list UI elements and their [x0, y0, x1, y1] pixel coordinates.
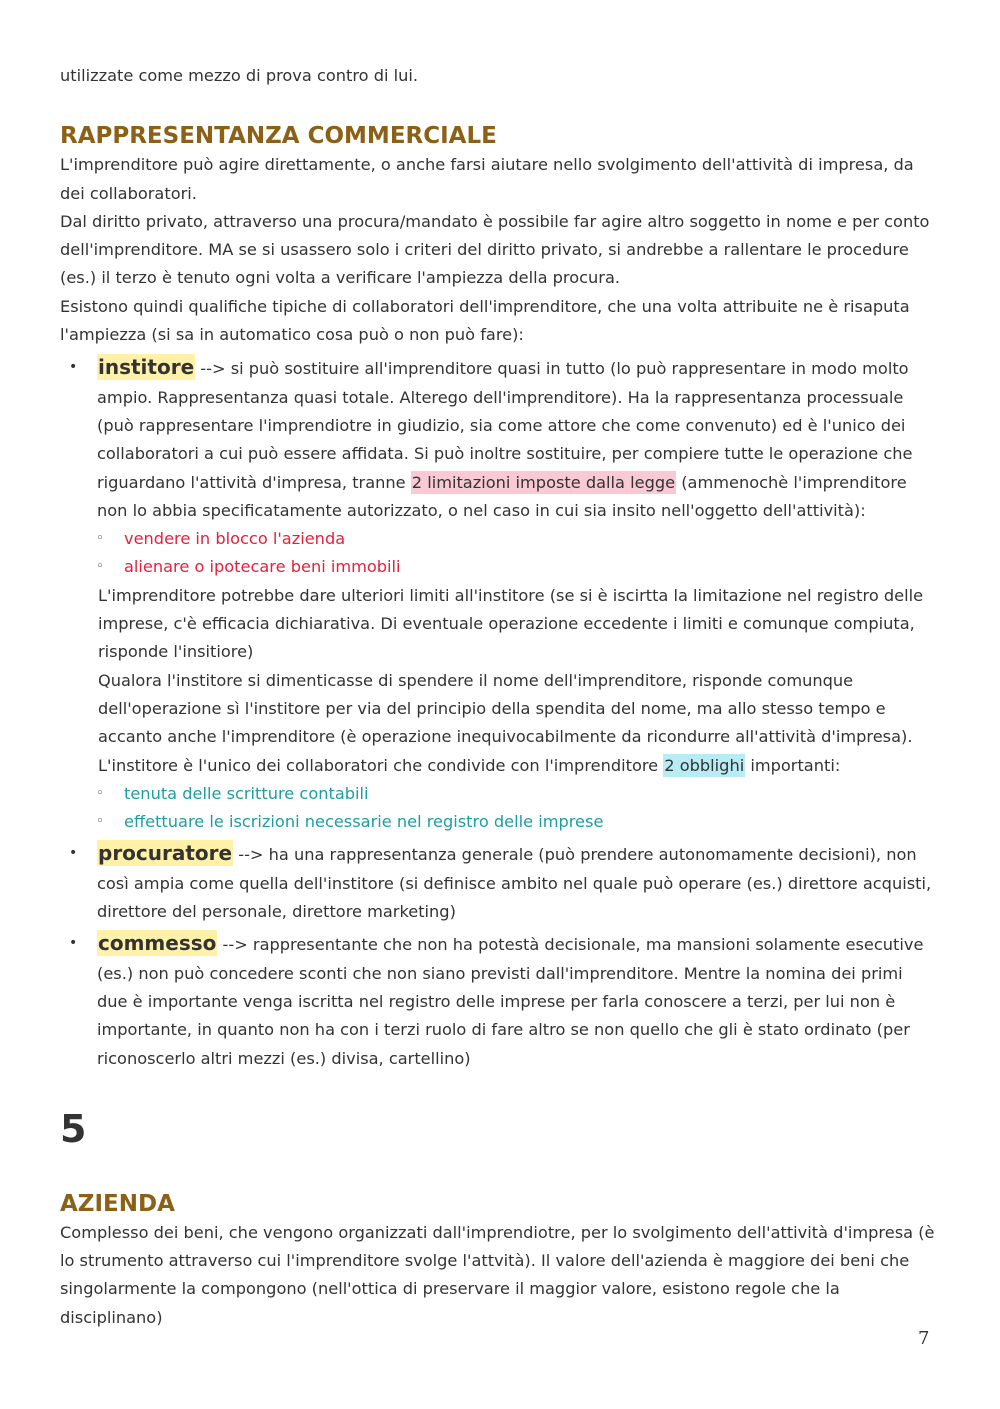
obblighi-text-part2: importanti: — [745, 755, 841, 775]
paragraph-ulteriori-limiti: L'imprenditore potrebbe dare ulteriori limiti all'institore (se si è iscirtta la limitazione nel registro delle imprese, c'è efficacia dichiarativa. Di eventuale operazione eccedente i limiti e comunque compiuta, risponde l'insitiore) — [98, 585, 924, 662]
hollow-bullet-icon: ◦ — [96, 814, 104, 830]
obligation-text: effettuare le iscrizioni necessarie nel registro delle imprese — [124, 812, 604, 832]
highlight-obblighi: 2 obblighi — [664, 755, 745, 775]
hollow-bullet-icon: ◦ — [96, 785, 104, 801]
bullet-icon: • — [69, 845, 78, 862]
document-page — [60, 62, 935, 1332]
limitation-text: alienare o ipotecare beni immobili — [124, 557, 401, 577]
list-item-procuratore — [69, 839, 935, 926]
term-procuratore: procuratore — [98, 841, 233, 866]
procuratore-text: --> ha una rappresentanza generale (può prendere autonomamente decisioni), non così ampia come quella dell'institore (si definisce ambito nel quale può operare (es.) direttore acquisti, direttore del personale, direttore marketing) — [97, 845, 932, 922]
procuratore-definition — [97, 839, 935, 926]
intro-line: utilizzate come mezzo di prova contro di lui. — [60, 66, 419, 85]
limitation-item — [96, 525, 935, 553]
commesso-definition — [97, 929, 935, 1072]
limitations-list — [97, 525, 935, 582]
highlight-limitazioni: 2 limitazioni imposte dalla legge — [411, 472, 676, 492]
bullet-icon: • — [69, 935, 78, 952]
commesso-text: --> rappresentante che non ha potestà decisionale, ma mansioni solamente esecutive (es.) non può concedere sconti che non siano previsti dall'imprenditore. Mentre la nomina dei primi due è importante venga iscritta nel registro delle imprese per farla conoscere a terzi, per lui non è importante, in quanto non ha con i terzi ruolo di fare altro se non quello che gli è stato ordinato (per riconoscerlo altri mezzi (es.) divisa, cartellino) — [97, 935, 924, 1068]
collaborator-list — [60, 353, 935, 1072]
term-institore: institore — [98, 355, 195, 380]
obligations-list — [97, 780, 935, 837]
obligation-item — [96, 808, 935, 836]
term-commesso: commesso — [98, 931, 217, 956]
obblighi-text-part1: L'institore è l'unico dei collaboratori che condivide con l'imprenditore — [98, 755, 664, 775]
paragraph-qualifiche: Esistono quindi qualifiche tipiche di collaboratori dell'imprenditore, che una volta attribuite ne è risaputa l'ampiezza (si sa in automatico cosa può o non può fare): — [60, 296, 910, 345]
paragraph-obblighi — [97, 752, 935, 780]
paragraph-diritto-privato: Dal diritto privato, attraverso una procura/mandato è possibile far agire altro soggetto in nome e per conto dell'imprenditore. MA se si usassero solo i criteri del diritto privato, si andrebbe a rallentare le procedure (es.) il terzo è tenuto ogni volta a verificare l'ampiezza della procura. — [60, 211, 930, 288]
paragraph-spendita-nome: Qualora l'institore si dimenticasse di spendere il nome dell'imprenditore, risponde comunque dell'operazione sì l'institore per via del principio della spendita del nome, ma allo stesso tempo e accanto anche l'imprenditore (è operazione inequivocabilmente da ricondurre all'attività d'impresa). — [98, 670, 913, 747]
institore-definition — [97, 353, 935, 525]
page-number: 7 — [918, 1328, 930, 1349]
hollow-bullet-icon: ◦ — [96, 559, 104, 575]
section-heading-rappresentanza: RAPPRESENTANZA COMMERCIALE — [60, 123, 497, 150]
obligation-item — [96, 780, 935, 808]
paragraph-collaboratori: L'imprenditore può agire direttamente, o anche farsi aiutare nello svolgimento dell'attività di impresa, da dei collaboratori. — [60, 155, 914, 203]
bullet-icon: • — [69, 359, 78, 376]
limitation-text: vendere in blocco l'azienda — [124, 529, 346, 549]
section-heading-azienda: AZIENDA — [60, 1190, 175, 1217]
institore-text-part2: (ammenochè l'imprenditore non lo abbia specificatamente autorizzato, o nel caso in cui sia insito nell'oggetto dell'attività): — [97, 472, 907, 520]
hollow-bullet-icon: ◦ — [96, 531, 104, 547]
chapter-number: 5 — [60, 1106, 87, 1151]
list-item-commesso — [69, 929, 935, 1072]
paragraph-azienda: Complesso dei beni, che vengono organizzati dall'imprendiotre, per lo svolgimento dell'attività d'impresa (è lo strumento attraverso cui l'imprenditore svolge l'attvità). Il valore dell'azienda è maggiore dei beni che singolarmente la compongono (nell'ottica di preservare il maggior valore, esistono regole che la disciplinano) — [60, 1222, 935, 1327]
limitation-item — [96, 553, 935, 581]
institore-text-part1: --> si può sostituire all'imprenditore quasi in tutto (lo può rappresentare in modo molto ampio. Rappresentanza quasi totale. Alterego dell'imprenditore). Ha la rappresentanza processuale (può rappresentare l'imprendiotre in giudizio, sia come attore che come convenuto) ed è l'unico dei collaboratori a cui può essere affidata. Si può inoltre sostituire, per compiere tutte le operazione che riguardano l'attività d'impresa, tranne — [97, 359, 913, 492]
list-item-institore — [69, 353, 935, 836]
obligation-text: tenuta delle scritture contabili — [124, 783, 369, 803]
